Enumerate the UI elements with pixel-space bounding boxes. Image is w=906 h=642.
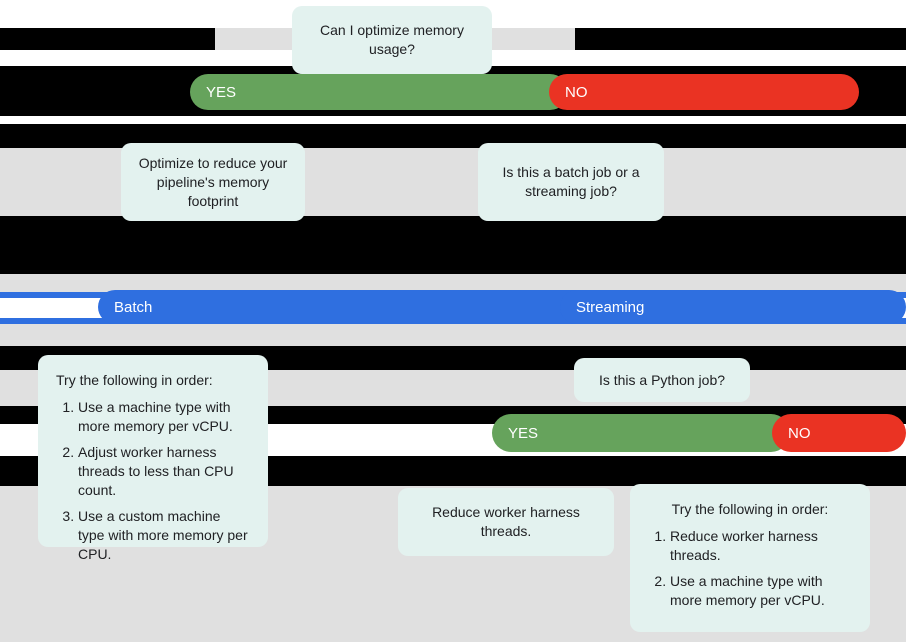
list-item: 2. Use a machine type with more memory per vCPU.: [670, 572, 852, 610]
edge-label-batch: [98, 290, 618, 324]
edge-label-no-optimize: [549, 74, 859, 110]
edge-label-yes-optimize: [190, 74, 568, 110]
node-optimize-action: [121, 143, 305, 221]
edge-label-streaming: [560, 290, 906, 324]
edge-label-text: Streaming: [576, 298, 645, 316]
node-text: Try the following in order:: [56, 372, 213, 388]
node-reduce-threads: [398, 488, 614, 556]
node-text: Try the following in order:: [671, 501, 829, 517]
batch-steps-list: [56, 398, 250, 564]
edge-label-text: NO: [788, 424, 811, 442]
python-steps-list: [648, 527, 852, 610]
node-python-steps: [630, 484, 870, 632]
background-band: [0, 216, 906, 274]
node-job-type-question: [478, 143, 664, 221]
node-text: Is this a Python job?: [598, 371, 726, 388]
node-text: Optimize to reduce your pipeline's memory footprint: [138, 154, 288, 209]
edge-label-text: YES: [508, 424, 539, 442]
list-item: 1. Use a machine type with more memory per vCPU.: [78, 398, 250, 436]
edge-label-yes-python: [492, 414, 790, 452]
edge-label-text: YES: [206, 83, 237, 101]
node-text: Is this a batch job or a streaming job?: [502, 164, 640, 199]
node-python-question: [574, 358, 750, 402]
edge-label-text: Batch: [114, 298, 153, 316]
node-text: Reduce worker harness threads.: [432, 504, 580, 539]
background-graybar: [0, 324, 906, 346]
node-optimize-question: [292, 6, 492, 74]
list-item: 2. Adjust worker harness threads to less than CPU count.: [78, 443, 250, 500]
node-text: Can I optimize memory usage?: [320, 22, 464, 57]
node-batch-steps: [38, 355, 268, 562]
list-item: 3. Use a custom machine type with more memory per CPU.: [78, 507, 250, 564]
edge-label-text: NO: [565, 83, 588, 101]
edge-label-no-python: [772, 414, 906, 452]
list-item: 1. Reduce worker harness threads.: [670, 527, 852, 565]
